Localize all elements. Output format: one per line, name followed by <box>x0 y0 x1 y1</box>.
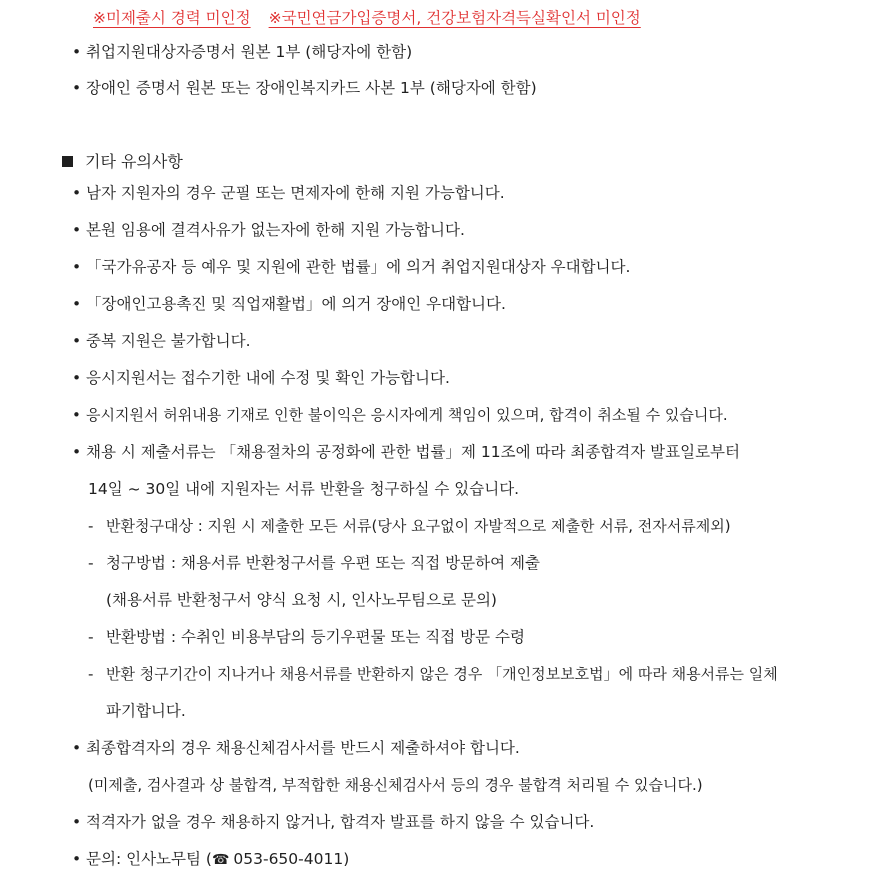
bullet-icon: • <box>72 332 82 350</box>
notice-insurance: ※국민연금가입증명서, 건강보험자격득실확인서 미인정 <box>268 9 641 27</box>
bullet-icon: • <box>72 813 82 831</box>
note-item: • 응시지원서는 접수기한 내에 수정 및 확인 가능합니다. <box>72 369 450 387</box>
bullet-icon: • <box>72 406 81 424</box>
note-continuation: 14일 ~ 30일 내에 지원자는 서류 반환을 청구하실 수 있습니다. <box>88 480 520 498</box>
note-item: • 본원 임용에 결격사유가 없는자에 한해 지원 가능합니다. <box>72 221 465 239</box>
square-bullet-icon <box>62 156 73 167</box>
bullet-icon: • <box>72 258 82 276</box>
bullet-icon: • <box>72 79 82 97</box>
sub-item: - 청구방법 : 채용서류 반환청구서를 우편 또는 직접 방문하여 제출 <box>88 554 540 572</box>
bullet-icon: • <box>72 850 82 868</box>
section-heading: 기타 유의사항 <box>62 151 183 173</box>
phone-icon: ☎ <box>211 852 230 868</box>
bullet-icon: • <box>72 295 82 313</box>
sub-item: - 반환청구대상 : 지원 시 제출한 모든 서류(당사 요구없이 자발적으로 제출한 서류, 전자서류제외) <box>88 517 731 535</box>
bullet-icon: • <box>72 184 82 202</box>
note-item: • 적격자가 없을 경우 채용하지 않거나, 합격자 발표를 하지 않을 수 있습니다. <box>72 813 595 831</box>
document-item: • 취업지원대상자증명서 원본 1부 (해당자에 한함) <box>72 43 413 61</box>
sub-continuation: (채용서류 반환청구서 양식 요청 시, 인사노무팀으로 문의) <box>106 591 497 609</box>
bullet-icon: • <box>72 369 82 387</box>
dash-icon: - <box>88 554 94 572</box>
document-item: • 장애인 증명서 원본 또는 장애인복지카드 사본 1부 (해당자에 한함) <box>72 79 537 97</box>
contact-phone: 053-650-4011) <box>233 850 350 868</box>
sub-continuation: 파기합니다. <box>106 702 186 720</box>
bullet-icon: • <box>72 443 82 461</box>
note-item: • 「장애인고용촉진 및 직업재활법」에 의거 장애인 우대합니다. <box>72 295 506 313</box>
note-item: • 「국가유공자 등 예우 및 지원에 관한 법률」에 의거 취업지원대상자 우대합니다. <box>72 258 631 276</box>
dash-icon: - <box>88 628 94 646</box>
missing-docs-notice <box>93 7 641 29</box>
sub-item: - 반환방법 : 수취인 비용부담의 등기우편물 또는 직접 방문 수령 <box>88 628 525 646</box>
note-item: • 채용 시 제출서류는 「채용절차의 공정화에 관한 법률」제 11조에 따라 최종합격자 발표일로부터 <box>72 443 740 461</box>
bullet-icon: • <box>72 221 82 239</box>
note-continuation: (미제출, 검사결과 상 불합격, 부적합한 채용신체검사서 등의 경우 불합격 처리될 수 있습니다.) <box>88 776 703 794</box>
note-item: • 남자 지원자의 경우 군필 또는 면제자에 한해 지원 가능합니다. <box>72 184 505 202</box>
bullet-icon: • <box>72 739 82 757</box>
bullet-icon: • <box>72 43 82 61</box>
notice-career: ※미제출시 경력 미인정 <box>93 9 251 27</box>
note-item: • 최종합격자의 경우 채용신체검사서를 반드시 제출하셔야 합니다. <box>72 739 520 757</box>
note-item: • 응시지원서 허위내용 기재로 인한 불이익은 응시자에게 책임이 있으며, 합격이 취소될 수 있습니다. <box>72 406 728 424</box>
contact-label: 문의: 인사노무팀 ( <box>86 850 212 868</box>
note-item: • 중복 지원은 불가합니다. <box>72 332 251 350</box>
dash-icon: - <box>88 517 94 535</box>
sub-item: - 반환 청구기간이 지나거나 채용서류를 반환하지 않은 경우 「개인정보보호법」에 따라 채용서류는 일체 <box>88 665 778 683</box>
contact-item <box>72 848 349 871</box>
dash-icon: - <box>88 665 94 683</box>
